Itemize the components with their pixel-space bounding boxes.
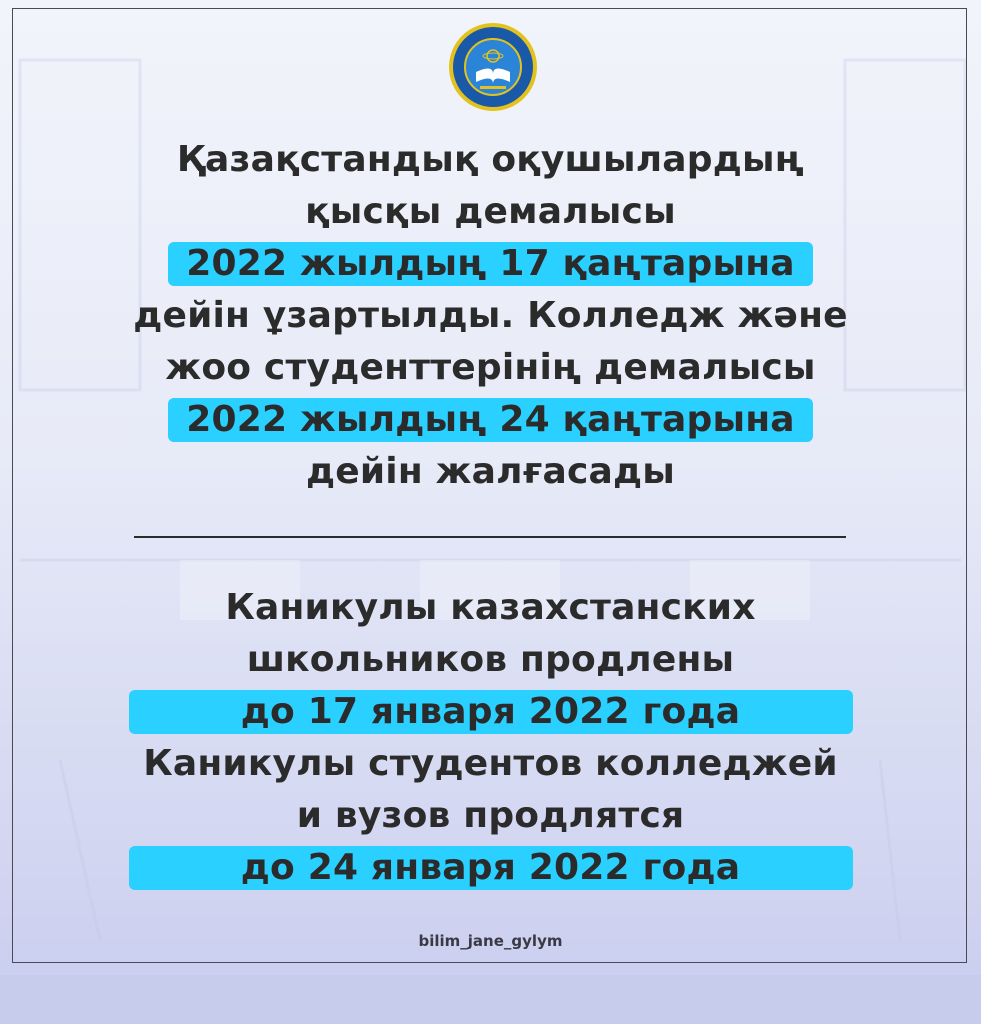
kazakh-text-block [0,134,981,498]
kazakh-highlight-date-1: 2022 жылдың 17 қаңтарына [168,242,813,286]
kazakh-line-6-wrap [0,394,981,446]
russian-text-block [0,582,981,894]
russian-line-4: Каникулы студентов колледжей [143,743,838,784]
kazakh-line-5: жоо студенттерінің демалысы [165,347,816,388]
russian-line-6-wrap [0,842,981,894]
russian-line-3-wrap [0,686,981,738]
russian-line-2: школьников продлены [246,639,735,680]
bottom-band [0,975,981,1024]
kazakh-line-4: дейін ұзартылды. Колледж және [133,295,848,336]
ministry-emblem-icon [448,22,538,112]
kazakh-line-3-wrap [0,238,981,290]
russian-highlight-date-1: до 17 января 2022 года [129,690,853,734]
kazakh-line-1: Қазақстандық оқушылардың [176,139,805,180]
divider-line [134,536,846,538]
kazakh-line-7: дейін жалғасады [305,451,676,492]
account-handle: bilim_jane_gylym [418,932,563,950]
russian-highlight-date-2: до 24 января 2022 года [129,846,853,890]
kazakh-line-2: қысқы демалысы [305,191,676,232]
russian-line-1: Каникулы казахстанских [225,587,756,628]
kazakh-highlight-date-2: 2022 жылдың 24 қаңтарына [168,398,813,442]
russian-line-5: и вузов продлятся [296,795,685,836]
